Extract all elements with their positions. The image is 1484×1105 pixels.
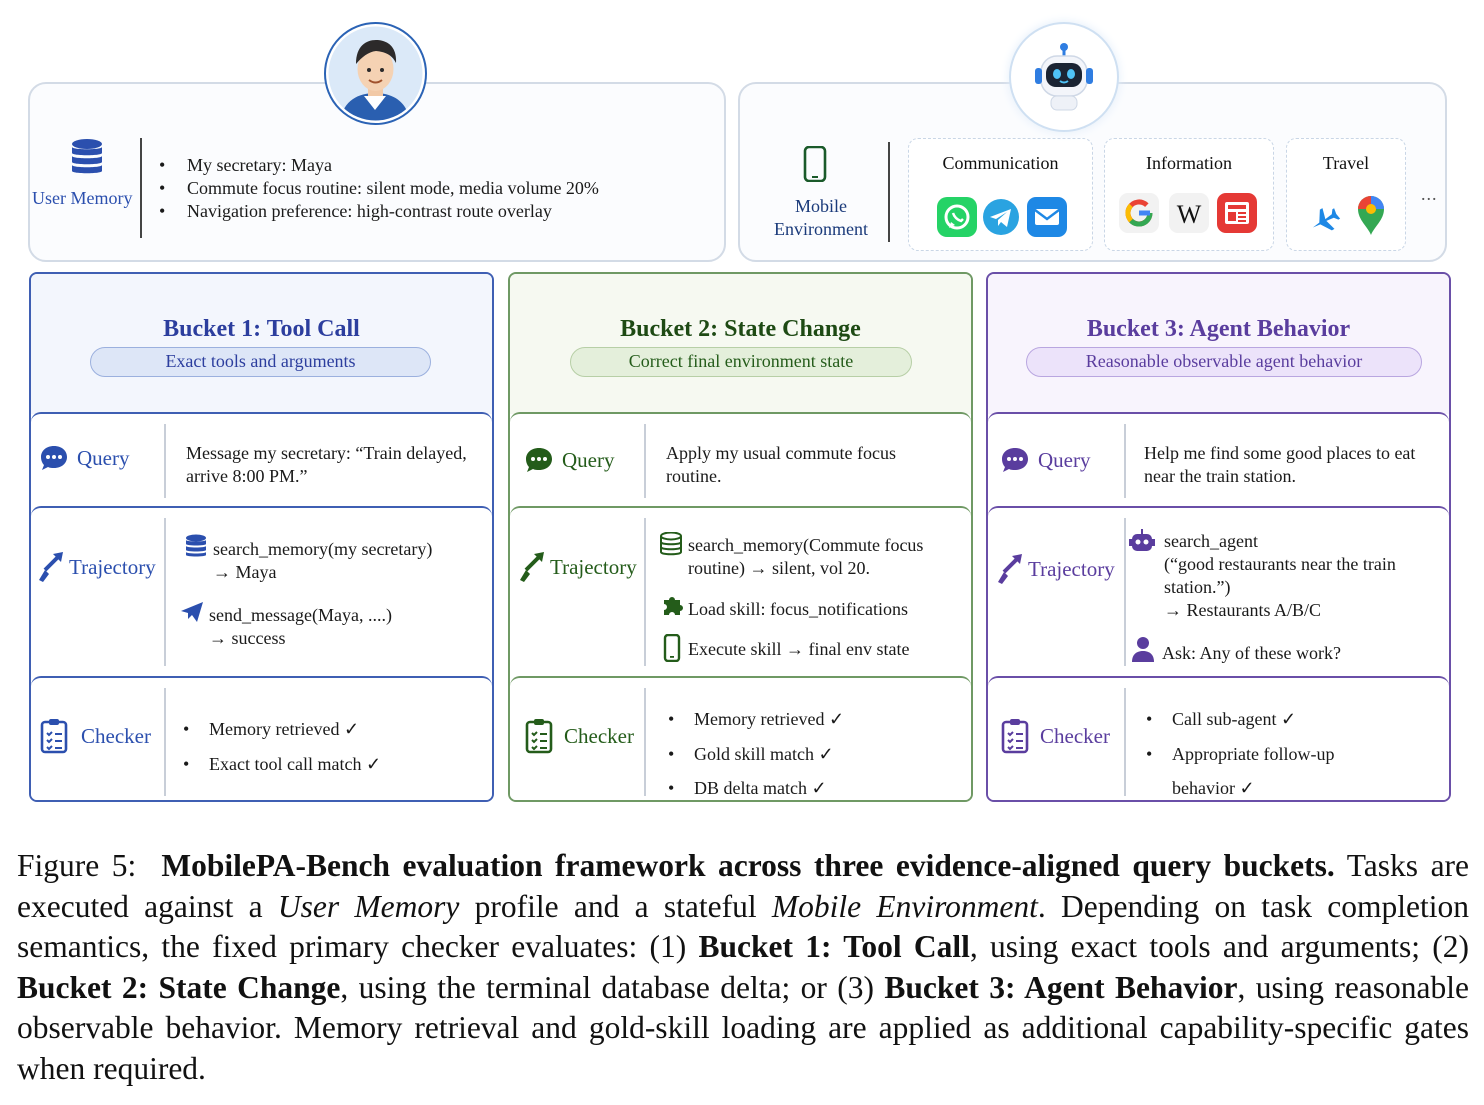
query-row xyxy=(510,412,971,508)
query-text: Help me find some good places to eat near the train station. xyxy=(1144,443,1416,486)
bucket-title: Bucket 3: Agent Behavior xyxy=(1086,316,1351,342)
person-icon xyxy=(1131,636,1155,662)
caption-text: , using reasonable observable behavior. Memory retrieval and gold-skill loading are applied as additional capability-specific gates when required. xyxy=(17,969,1469,1086)
category-communication xyxy=(908,138,1093,251)
route-arrow-icon xyxy=(35,550,65,584)
mobile-environment-label: Mobile Environment xyxy=(774,196,868,239)
row-divider xyxy=(1124,688,1126,796)
checker-item: • DB delta match ✓ xyxy=(666,771,844,802)
flight-icon xyxy=(1303,197,1343,237)
row-divider xyxy=(164,518,166,666)
bucket-1 xyxy=(29,272,494,802)
bucket-header xyxy=(510,274,971,414)
checker-item: behavior ✓ xyxy=(1172,778,1255,798)
telegram-icon xyxy=(981,197,1021,237)
caption-text: , using the terminal database delta; or (3) xyxy=(340,969,874,1005)
database-icon xyxy=(185,534,207,558)
chat-bubble-icon xyxy=(1000,446,1030,474)
checker-list xyxy=(666,702,844,802)
trajectory-row xyxy=(31,506,492,676)
clipboard-icon xyxy=(524,718,554,754)
bucket-title: Bucket 1: Tool Call xyxy=(163,316,360,342)
trajectory-step: search_agent (“good restaurants near the train station.”) → Restaurants A/B/C xyxy=(1164,531,1396,620)
checker-label: Checker xyxy=(524,718,634,754)
send-icon xyxy=(179,600,205,624)
trajectory-row xyxy=(510,506,971,676)
bucket-3 xyxy=(986,272,1451,802)
checker-item: • Gold skill match ✓ xyxy=(666,737,844,772)
wikipedia-icon xyxy=(1169,193,1209,233)
checker-item: • Memory retrieved ✓ xyxy=(666,702,844,737)
user-memory-label: User Memory xyxy=(32,188,133,208)
caption-term: Bucket 2: State Change xyxy=(17,969,341,1005)
trajectory-row xyxy=(988,506,1449,676)
checker-row xyxy=(988,676,1449,802)
robot-icon xyxy=(1129,528,1155,554)
checker-item: • Call sub-agent ✓ xyxy=(1144,702,1334,737)
clipboard-icon xyxy=(1000,718,1030,754)
trajectory-step: search_memory(Commute focus routine) → silent, vol 20. xyxy=(688,535,924,578)
mail-icon xyxy=(1027,197,1067,237)
category-title: Travel xyxy=(1322,153,1370,173)
checker-row xyxy=(31,676,492,802)
query-row xyxy=(31,412,492,508)
checker-list xyxy=(1144,702,1334,802)
google-icon xyxy=(1119,193,1159,233)
robot-avatar xyxy=(1009,22,1119,132)
trajectory-step: search_memory(my secretary) → Maya xyxy=(213,539,433,582)
bucket-header xyxy=(988,274,1449,414)
row-divider xyxy=(644,688,646,796)
caption-term: Mobile Environment xyxy=(771,888,1038,924)
figure-caption xyxy=(17,846,1469,1089)
trajectory-step: send_message(Maya, ....) → success xyxy=(209,605,392,648)
trajectory-step: Load skill: focus_notifications xyxy=(688,599,908,619)
caption-text: . Depending on task completion semantics, the fixed primary checker evaluates: (1) xyxy=(17,888,1469,964)
memory-item: • Commute focus routine: silent mode, media volume 20% xyxy=(157,177,599,200)
caption-term: Bucket 3: Agent Behavior xyxy=(884,969,1238,1005)
checker-list xyxy=(181,712,381,782)
bucket-title: Bucket 2: State Change xyxy=(620,316,861,342)
bucket-header xyxy=(31,274,492,414)
chat-bubble-icon xyxy=(39,444,69,472)
category-travel xyxy=(1286,138,1406,251)
caption-text: Tasks are executed against a xyxy=(17,848,1470,924)
bucket-subtitle: Exact tools and arguments xyxy=(90,347,431,377)
trajectory-step: Execute skill → final env state xyxy=(688,639,910,659)
news-icon xyxy=(1217,193,1257,233)
row-divider xyxy=(644,518,646,666)
checker-item: • Exact tool call match ✓ xyxy=(181,747,381,782)
query-text: Message my secretary: “Train delayed, arrive 8:00 PM.” xyxy=(186,443,467,486)
checker-item: • Memory retrieved ✓ xyxy=(181,712,381,747)
bucket-subtitle: Correct final environment state xyxy=(570,347,912,377)
row-divider xyxy=(164,688,166,796)
svg-text:W: W xyxy=(1176,200,1202,229)
user-avatar xyxy=(324,22,427,125)
trajectory-label: Trajectory xyxy=(516,550,637,584)
row-divider xyxy=(644,424,646,498)
puzzle-icon xyxy=(662,594,684,616)
more-categories-indicator: ... xyxy=(1421,184,1438,204)
query-text: Apply my usual commute focus routine. xyxy=(666,443,896,486)
category-information xyxy=(1104,138,1274,251)
memory-item: • Navigation preference: high-contrast route overlay xyxy=(157,200,599,223)
database-icon xyxy=(660,532,682,556)
query-row xyxy=(988,412,1449,508)
clipboard-icon xyxy=(39,718,69,754)
bucket-2 xyxy=(508,272,973,802)
route-arrow-icon xyxy=(516,550,546,584)
row-divider xyxy=(1124,518,1126,666)
caption-term: Bucket 1: Tool Call xyxy=(698,929,970,964)
caption-text: , using exact tools and arguments; (2) xyxy=(969,929,1470,964)
caption-term: User Memory xyxy=(277,888,460,924)
bucket-subtitle: Reasonable observable agent behavior xyxy=(1026,347,1422,377)
trajectory-label: Trajectory xyxy=(994,552,1115,586)
trajectory-step: Ask: Any of these work? xyxy=(1162,643,1341,663)
phone-icon xyxy=(663,634,681,662)
divider xyxy=(140,138,142,238)
checker-label: Checker xyxy=(1000,718,1110,754)
row-divider xyxy=(1124,424,1126,498)
memory-item: • My secretary: Maya xyxy=(157,154,599,177)
chat-bubble-icon xyxy=(524,446,554,474)
figure-number: Figure 5: xyxy=(17,848,137,883)
row-divider xyxy=(164,424,166,498)
category-title: Communication xyxy=(942,153,1059,173)
database-icon xyxy=(70,138,104,181)
category-title: Information xyxy=(1146,153,1232,173)
checker-item: • Appropriate follow-up xyxy=(1144,737,1334,772)
query-label: Query xyxy=(1000,446,1090,474)
checker-row xyxy=(510,676,971,802)
query-label: Query xyxy=(39,444,129,472)
maps-pin-icon xyxy=(1351,195,1391,235)
whatsapp-icon xyxy=(937,197,977,237)
trajectory-label: Trajectory xyxy=(35,550,156,584)
checker-label: Checker xyxy=(39,718,151,754)
query-label: Query xyxy=(524,446,614,474)
route-arrow-icon xyxy=(994,552,1024,586)
memory-list xyxy=(157,154,599,223)
caption-text: profile and a stateful xyxy=(474,888,757,924)
caption-title: MobilePA-Bench evaluation framework across three evidence-aligned query buckets. xyxy=(161,848,1335,883)
phone-icon xyxy=(803,146,827,187)
divider xyxy=(888,142,890,242)
